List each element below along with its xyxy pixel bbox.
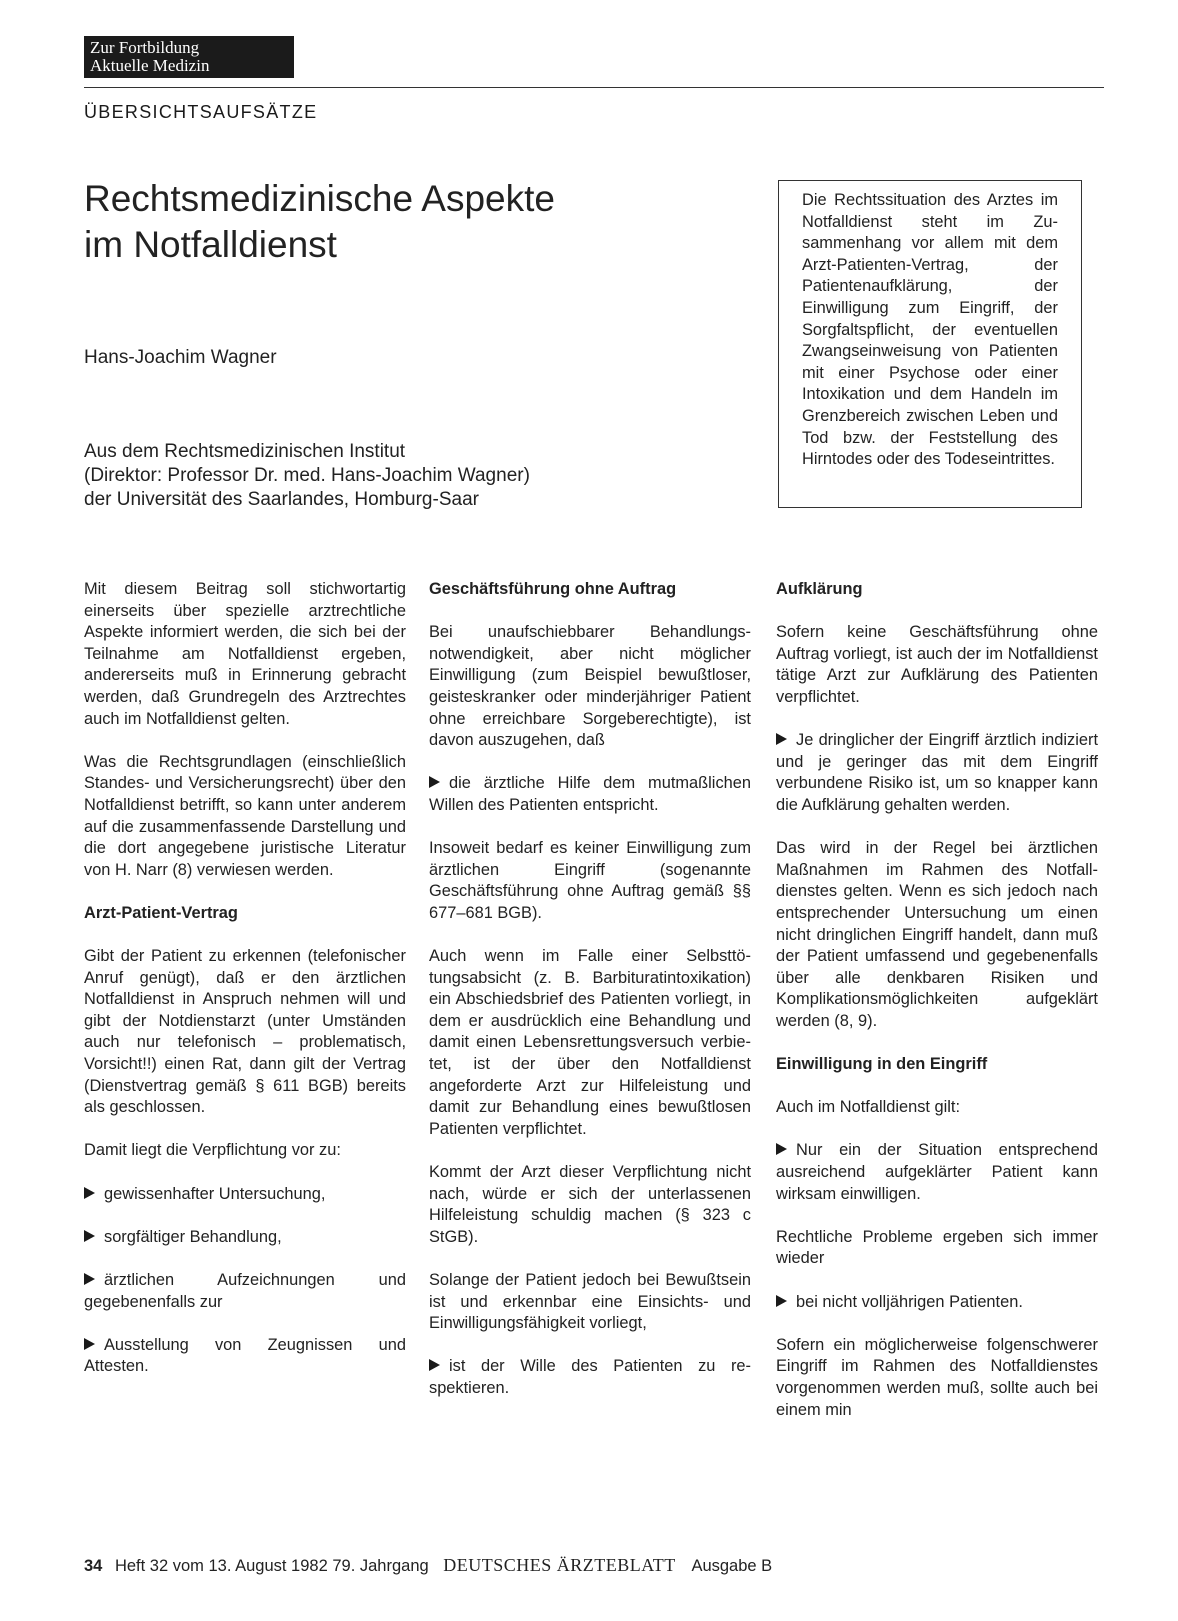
section-heading: Arzt-Patient-Vertrag [84, 903, 238, 922]
bullet-text: Je dringlicher der Eingriff ärztlich indiziert und je geringer das mit dem Eingriff verbundene Risiko ist, um so knapper kann die Aufklärung gehalten werden. [776, 731, 1098, 814]
section-tag-line1: Zur Fortbildung [90, 38, 200, 57]
bullet-text: gewissenhafter Untersuchung, [104, 1184, 326, 1203]
affiliation-line3: der Universität des Saarlandes, Homburg-Saar [84, 489, 479, 510]
paragraph: Bei unaufschiebbarer Behandlungsnotwendigkeit, aber nicht möglicher Einwilligung (zum Beispiel bewußtloser, geisteskranker oder minderjähriger Patient ohne erreichbare Sorgeberechtigte), ist davon auszugehen, daß [429, 623, 751, 750]
paragraph: Damit liegt die Verpflichtung vor zu: [84, 1141, 341, 1160]
paragraph: Solange der Patient jedoch bei Bewußtsein ist und erkennbar eine Einsichts- und Einwilligungsfähigkeit vorliegt, [429, 1271, 751, 1333]
bullet-item [84, 1335, 406, 1378]
bullet-text: ärztlichen Aufzeichnungen und gegebenenfalls zur [84, 1271, 406, 1311]
page-footer [84, 1555, 772, 1576]
paragraph: Sofern keine Geschäftsführung ohne Auftrag vorliegt, ist auch der im Notfalldienst tätige Arzt zur Aufklärung des Patienten verpflichtet. [776, 623, 1098, 706]
paragraph: Rechtliche Probleme ergeben sich immer wieder [776, 1227, 1098, 1268]
arrow-bullet-icon [429, 776, 440, 788]
bullet-item [776, 730, 1098, 816]
arrow-bullet-icon [84, 1338, 95, 1350]
affiliation [84, 440, 530, 512]
paragraph: Auch wenn im Falle einer Selbsttötungsabsicht (z. B. Barbituratintoxikation) ein Abschiedsbrief des Patienten vorliegt, in dem er ausdrücklich eine Behandlung und damit einen Lebensrettungsversuch verbietet, ist der über den Notfalldienst angeforderte Arzt zur Hilfeleistung und damit zur Behandlung eines bewußtlosen Patienten verpflichtet. [429, 947, 751, 1138]
arrow-bullet-icon [776, 1295, 787, 1307]
edition-label: Ausgabe B [691, 1557, 773, 1575]
bullet-item [429, 773, 751, 816]
paragraph: Insoweit bedarf es keiner Einwilligung zum ärztlichen Eingriff (sogenannte Geschäftsführung ohne Auftrag gemäß §§ 677–681 BGB). [429, 839, 751, 922]
bullet-item [776, 1292, 1098, 1314]
affiliation-line2: (Direktor: Professor Dr. med. Hans-Joachim Wagner) [84, 465, 530, 486]
header-divider [84, 87, 1104, 88]
journal-name: DEUTSCHES ÄRZTEBLATT [443, 1555, 676, 1575]
section-heading: Einwilligung in den Eingriff [776, 1055, 988, 1074]
section-tag [84, 36, 294, 78]
section-tag-line2: Aktuelle Medizin [90, 56, 210, 75]
arrow-bullet-icon [776, 1143, 787, 1155]
paragraph: Mit diesem Beitrag soll stichwortartig einerseits über spezielle arztrechtliche Aspekte informiert werden, die sich bei der Teilnahme am Notfalldienst ergeben, andererseits muß in Erinnerung gebracht werden, daß Grundregeln des Arztrechtes auch im Notfalldienst gelten. [84, 580, 406, 728]
paragraph: Was die Rechtsgrundlagen (einschließlich Standes- und Versicherungsrecht) über den Notfalldienst betrifft, so kann unter anderem auf die zusammenfassende Darstellung und die dort angegebene juristische Literatur von H. Narr (8) verwiesen werden. [84, 752, 406, 879]
column-2 [429, 579, 751, 1421]
bullet-text: ist der Wille des Patienten zu respektieren. [429, 1357, 751, 1397]
arrow-bullet-icon [84, 1273, 95, 1285]
bullet-text: sorgfältiger Behandlung, [104, 1227, 282, 1246]
affiliation-line1: Aus dem Rechtsmedizinischen Institut [84, 441, 406, 462]
bullet-text: bei nicht volljährigen Patienten. [796, 1292, 1023, 1311]
bullet-item [84, 1270, 406, 1313]
page-number: 34 [84, 1557, 103, 1575]
section-heading: Aufklärung [776, 580, 863, 598]
bullet-item [776, 1140, 1098, 1205]
paragraph: Auch im Notfalldienst gilt: [776, 1098, 961, 1117]
section-heading: Geschäftsführung ohne Auftrag [429, 580, 677, 598]
column-1 [84, 579, 406, 1400]
category-label: ÜBERSICHTSAUFSÄTZE [84, 102, 318, 122]
arrow-bullet-icon [84, 1187, 95, 1199]
paragraph: Sofern ein möglicherweise folgenschwerer Eingriff im Rahmen des Notfalldienstes vorgenommen werden muß, sollte auch bei einem min [776, 1335, 1098, 1419]
paragraph: Das wird in der Regel bei ärztlichen Maßnahmen im Rahmen des Notfalldienstes gelten. Wenn es sich jedoch nach entsprechender Untersuchung um einen nicht dringlichen Eingriff handelt, dann muß der Patient umfassend und gegebenenfalls über alle denkbaren Risiken und Komplikationsmöglichkeiten aufgeklärt werden (8, 9). [776, 839, 1098, 1030]
bullet-text: Ausstellung von Zeugnissen und Attesten. [84, 1335, 406, 1376]
author-name: Hans-Joachim Wagner [84, 347, 277, 368]
arrow-bullet-icon [776, 733, 787, 745]
bullet-item [429, 1356, 751, 1399]
arrow-bullet-icon [84, 1230, 95, 1242]
article-title-line1: Rechtsmedizinische Aspekte [84, 178, 555, 219]
article-title [84, 176, 684, 268]
bullet-text: die ärztliche Hilfe dem mutmaßlichen Willen des Patienten entspricht. [429, 774, 751, 814]
issue-info: Heft 32 vom 13. August 1982 79. Jahrgang [114, 1557, 429, 1575]
bullet-item [84, 1184, 406, 1206]
paragraph: Kommt der Arzt dieser Verpflichtung nicht nach, würde er sich der unterlassenen Hilfeleistung schuldig machen (§ 323 c StGB). [429, 1163, 751, 1246]
article-title-line2: im Notfalldienst [84, 224, 337, 265]
paragraph: Gibt der Patient zu erkennen (telefonischer Anruf genügt), daß er den ärztlichen Notfalldienst in Anspruch nehmen will und gibt der Notdienstarzt (unter Umständen auch nur telefonisch – problematisch, Vorsicht!!) einen Rat, dann gilt der Vertrag (Dienstvertrag gemäß § 611 BGB) bereits als geschlossen. [84, 947, 406, 1117]
bullet-item [84, 1227, 406, 1249]
bullet-text: Nur ein der Situation entsprechend ausreichend aufgeklärter Patient kann wirksam einwilligen. [776, 1141, 1098, 1203]
abstract-box: Die Rechtssituation des Arztes im Notfalldienst steht im Zusammenhang vor allem mit dem Arzt-Patienten-Vertrag, der Patientenaufklärung, der Einwilligung zum Eingriff, der Sorgfaltspflicht, der eventuellen Zwangseinweisung von Patienten mit einer Psychose oder einer Intoxikation und dem Handeln im Grenzbereich zwischen Leben und Tod bzw. der Feststellung des Hirntodes oder des Todeseintrittes. [778, 180, 1082, 508]
column-3 [776, 579, 1098, 1443]
arrow-bullet-icon [429, 1359, 440, 1371]
